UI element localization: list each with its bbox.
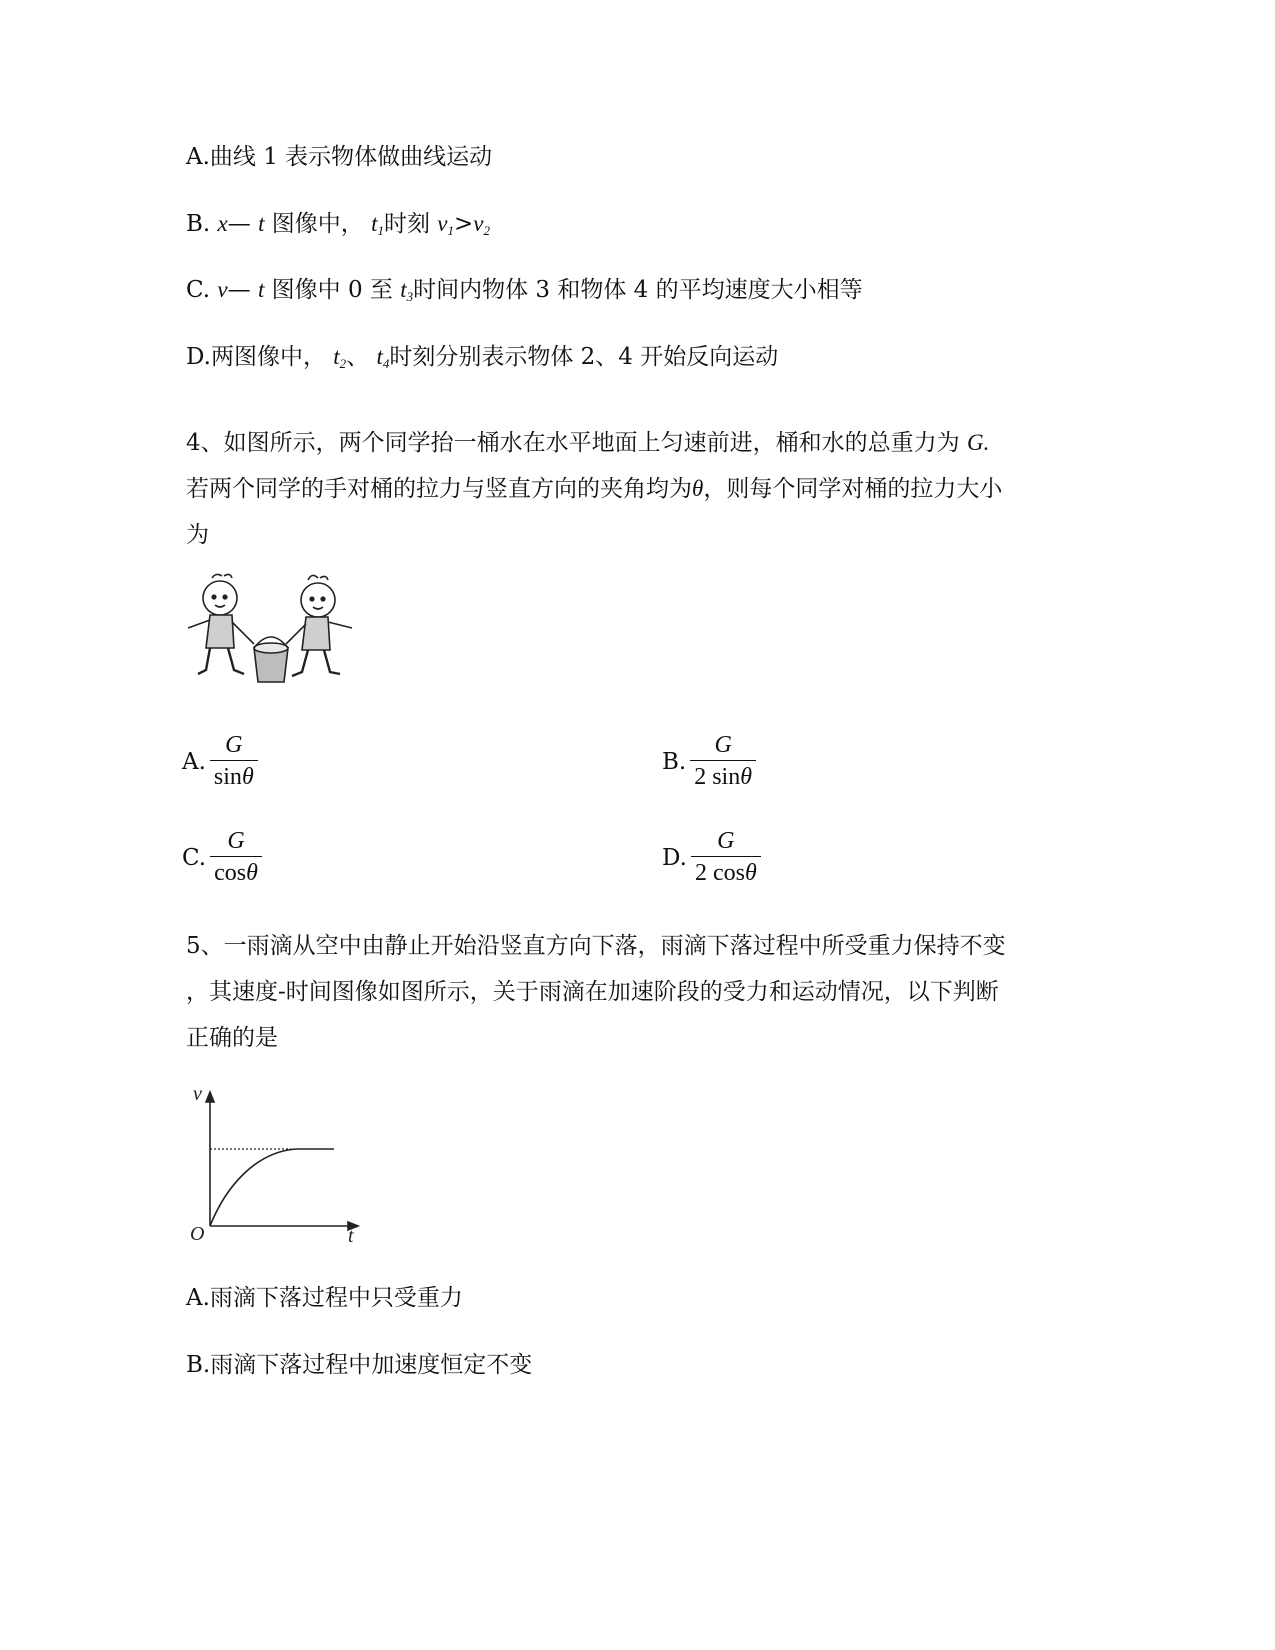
q4-option-d: D. $\frac{G}{2 \cos\theta}$ bbox=[662, 828, 761, 887]
fraction: $\frac{G}{\sin\theta}$ bbox=[210, 732, 258, 791]
q4-option-c: C. $\frac{G}{\cos\theta}$ bbox=[182, 828, 262, 887]
q4-option-b: B. $\frac{G}{2 \sin\theta}$ bbox=[662, 732, 756, 791]
q3-option-a: A.曲线 1 表示物体做曲线运动 bbox=[186, 144, 493, 170]
q4-option-a: A. $\frac{G}{\sin\theta}$ bbox=[182, 732, 258, 791]
two-students-carrying-bucket-illustration bbox=[184, 570, 364, 690]
fraction: $\frac{G}{2 \cos\theta}$ bbox=[691, 828, 761, 887]
v-axis-arrow bbox=[206, 1092, 214, 1102]
q4-stem: 4、如图所示，两个同学抬一桶水在水平地面上匀速前进，桶和水的总重力为 G. 若两个同学的手对桶的拉力与竖直方向的夹角均为θ，则每个同学对桶的拉力大小 为 bbox=[186, 430, 1003, 548]
q3-option-c: C. v— t 图像中 0 至 $t_3$时间内物体 3 和物体 4 的平均速度大小相等 bbox=[186, 277, 863, 304]
t-axis-label: t bbox=[348, 1225, 354, 1246]
q3-option-b: B. x— t 图像中， $t_1$时刻 $v_1>v_2$ bbox=[186, 211, 490, 238]
q5-option-b: B.雨滴下落过程中加速度恒定不变 bbox=[186, 1352, 533, 1378]
fraction: $\frac{G}{2 \sin\theta}$ bbox=[690, 732, 756, 791]
velocity-time-graph bbox=[186, 1086, 366, 1246]
velocity-curve bbox=[210, 1149, 334, 1226]
origin-label: O bbox=[190, 1223, 205, 1245]
v-axis-label: v bbox=[193, 1086, 202, 1105]
q5-option-a: A.雨滴下落过程中只受重力 bbox=[186, 1285, 463, 1311]
q3-option-d: D.两图像中， $t_2$、 $t_4$时刻分别表示物体 2、4 开始反向运动 bbox=[186, 344, 779, 371]
q5-stem: 5、一雨滴从空中由静止开始沿竖直方向下落，雨滴下落过程中所受重力保持不变 ，其速度-时间图像如图所示，关于雨滴在加速阶段的受力和运动情况，以下判断 正确的是 bbox=[186, 933, 1006, 1051]
fraction: $\frac{G}{\cos\theta}$ bbox=[210, 828, 262, 887]
